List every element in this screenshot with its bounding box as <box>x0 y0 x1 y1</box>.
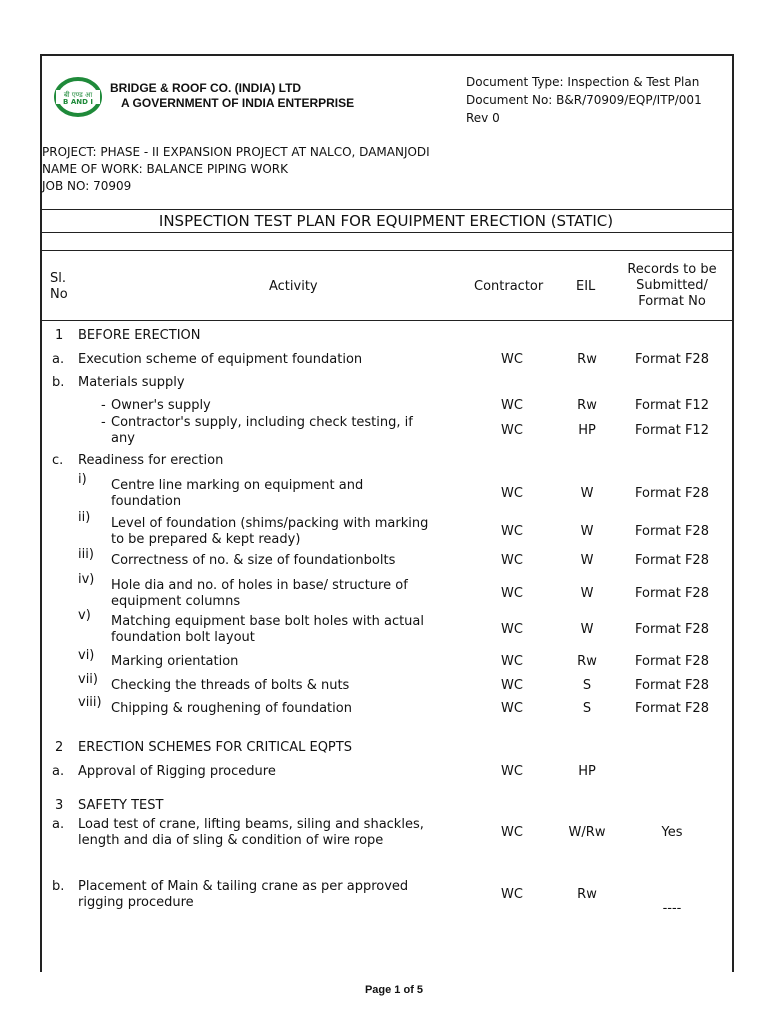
row-sub-marker: - <box>101 398 106 413</box>
col-no: No <box>50 287 68 302</box>
row-eil: S <box>582 678 592 693</box>
col-contractor: Contractor <box>474 279 544 294</box>
row-records: Format F28 <box>635 586 709 601</box>
row-sl-number: b. <box>52 375 65 390</box>
company-logo <box>54 77 102 117</box>
row-contractor: WC <box>501 553 523 568</box>
document-title: INSPECTION TEST PLAN FOR EQUIPMENT ERECTION (STATIC) <box>158 212 614 230</box>
row-records: Format F28 <box>635 486 709 501</box>
row-sl-number: a. <box>52 352 65 367</box>
logo-text-top: बी एण्ड आ <box>63 91 93 99</box>
row-activity: Level of foundation (shims/packing with marking <box>111 516 429 531</box>
company-name: BRIDGE & ROOF CO. (INDIA) LTD <box>110 81 302 95</box>
row-contractor: WC <box>501 398 523 413</box>
job-number: JOB NO: 70909 <box>42 179 132 193</box>
row-sub-marker: vi) <box>78 648 95 663</box>
row-sl-number: b. <box>52 879 65 894</box>
row-records: Format F28 <box>635 678 709 693</box>
row-sub-marker: iii) <box>78 547 94 562</box>
row-records: Format F28 <box>635 524 709 539</box>
row-eil: W <box>580 553 594 568</box>
row-contractor: WC <box>501 586 523 601</box>
row-activity: Owner's supply <box>111 398 211 413</box>
row-activity-cont: rigging procedure <box>78 895 194 910</box>
row-activity: Matching equipment base bolt holes with actual <box>111 614 425 629</box>
divider <box>40 209 732 210</box>
row-activity: Readiness for erection <box>78 453 224 468</box>
row-activity: ERECTION SCHEMES FOR CRITICAL EQPTS <box>78 740 352 755</box>
row-sl-number: 1 <box>55 328 64 343</box>
row-sub-marker: iv) <box>78 572 95 587</box>
row-sl-number: a. <box>52 764 65 779</box>
col-records-line3: Format No <box>638 294 706 309</box>
row-activity: Correctness of no. & size of foundationbolts <box>111 553 396 568</box>
row-activity-cont: foundation bolt layout <box>111 630 255 645</box>
row-activity: Execution scheme of equipment foundation <box>78 352 363 367</box>
row-records: Format F12 <box>635 398 709 413</box>
row-contractor: WC <box>501 423 523 438</box>
row-activity: BEFORE ERECTION <box>78 328 201 343</box>
page-number: Page 1 of 5 <box>364 984 424 996</box>
divider <box>40 232 732 233</box>
row-sl-number: c. <box>52 453 64 468</box>
project-name: PROJECT: PHASE - II EXPANSION PROJECT AT NALCO, DAMANJODI <box>42 145 430 159</box>
row-activity: Centre line marking on equipment and <box>111 478 364 493</box>
row-eil: W <box>580 486 594 501</box>
col-sl: Sl. <box>50 271 66 286</box>
row-eil: W <box>580 586 594 601</box>
logo-text-bottom: B AND I <box>63 98 93 106</box>
row-activity-cont: length and dia of sling & condition of wire rope <box>78 833 384 848</box>
row-activity-cont: equipment columns <box>111 594 241 609</box>
row-records: Format F28 <box>635 654 709 669</box>
row-activity-cont: foundation <box>111 494 182 509</box>
row-activity: Load test of crane, lifting beams, siling and shackles, <box>78 817 424 832</box>
row-activity: Placement of Main & tailing crane as per approved <box>78 879 409 894</box>
row-contractor: WC <box>501 764 523 779</box>
row-eil: HP <box>578 423 596 438</box>
row-eil: Rw <box>577 887 597 902</box>
row-activity: Checking the threads of bolts & nuts <box>111 678 350 693</box>
row-records: Format F28 <box>635 622 709 637</box>
row-contractor: WC <box>501 654 523 669</box>
row-records: ---- <box>662 901 682 916</box>
doc-type: Document Type: Inspection & Test Plan <box>466 75 700 89</box>
work-name: NAME OF WORK: BALANCE PIPING WORK <box>42 162 288 176</box>
row-eil: W <box>580 524 594 539</box>
row-activity: Approval of Rigging procedure <box>78 764 276 779</box>
company-tagline: A GOVERNMENT OF INDIA ENTERPRISE <box>121 96 355 110</box>
row-eil: Rw <box>577 352 597 367</box>
row-eil: S <box>582 701 592 716</box>
col-eil: EIL <box>576 279 596 294</box>
row-activity-cont: to be prepared & kept ready) <box>111 532 301 547</box>
row-records: Format F12 <box>635 423 709 438</box>
doc-revision: Rev 0 <box>466 111 500 125</box>
row-records: Format F28 <box>635 701 709 716</box>
row-contractor: WC <box>501 622 523 637</box>
row-sl-number: a. <box>52 817 65 832</box>
row-activity: Contractor's supply, including check testing, if <box>111 415 413 430</box>
row-sub-marker: v) <box>78 608 91 623</box>
row-contractor: WC <box>501 887 523 902</box>
row-activity: Hole dia and no. of holes in base/ structure of <box>111 578 408 593</box>
row-contractor: WC <box>501 825 523 840</box>
col-records-line2: Submitted/ <box>636 278 708 293</box>
row-contractor: WC <box>501 678 523 693</box>
row-activity: Chipping & roughening of foundation <box>111 701 352 716</box>
divider <box>40 320 732 321</box>
row-eil: W <box>580 622 594 637</box>
row-sub-marker: vii) <box>78 672 98 687</box>
row-contractor: WC <box>501 486 523 501</box>
row-activity: Marking orientation <box>111 654 239 669</box>
row-contractor: WC <box>501 352 523 367</box>
row-eil: Rw <box>577 398 597 413</box>
row-activity: Materials supply <box>78 375 185 390</box>
row-eil: HP <box>578 764 596 779</box>
row-sub-marker: i) <box>78 472 87 487</box>
row-contractor: WC <box>501 524 523 539</box>
row-sub-marker: - <box>101 415 106 430</box>
row-sub-marker: viii) <box>78 695 102 710</box>
col-activity: Activity <box>269 279 318 294</box>
row-activity-cont: any <box>111 431 135 446</box>
doc-number: Document No: B&R/70909/EQP/ITP/001 <box>466 93 702 107</box>
row-records: Format F28 <box>635 352 709 367</box>
row-contractor: WC <box>501 701 523 716</box>
row-eil: W/Rw <box>568 825 606 840</box>
row-sub-marker: ii) <box>78 510 91 525</box>
row-sl-number: 3 <box>55 798 64 813</box>
row-records: Yes <box>661 825 683 840</box>
row-eil: Rw <box>577 654 597 669</box>
divider <box>40 250 732 251</box>
row-sl-number: 2 <box>55 740 64 755</box>
row-activity: SAFETY TEST <box>78 798 164 813</box>
col-records-line1: Records to be <box>627 262 717 277</box>
row-records: Format F28 <box>635 553 709 568</box>
